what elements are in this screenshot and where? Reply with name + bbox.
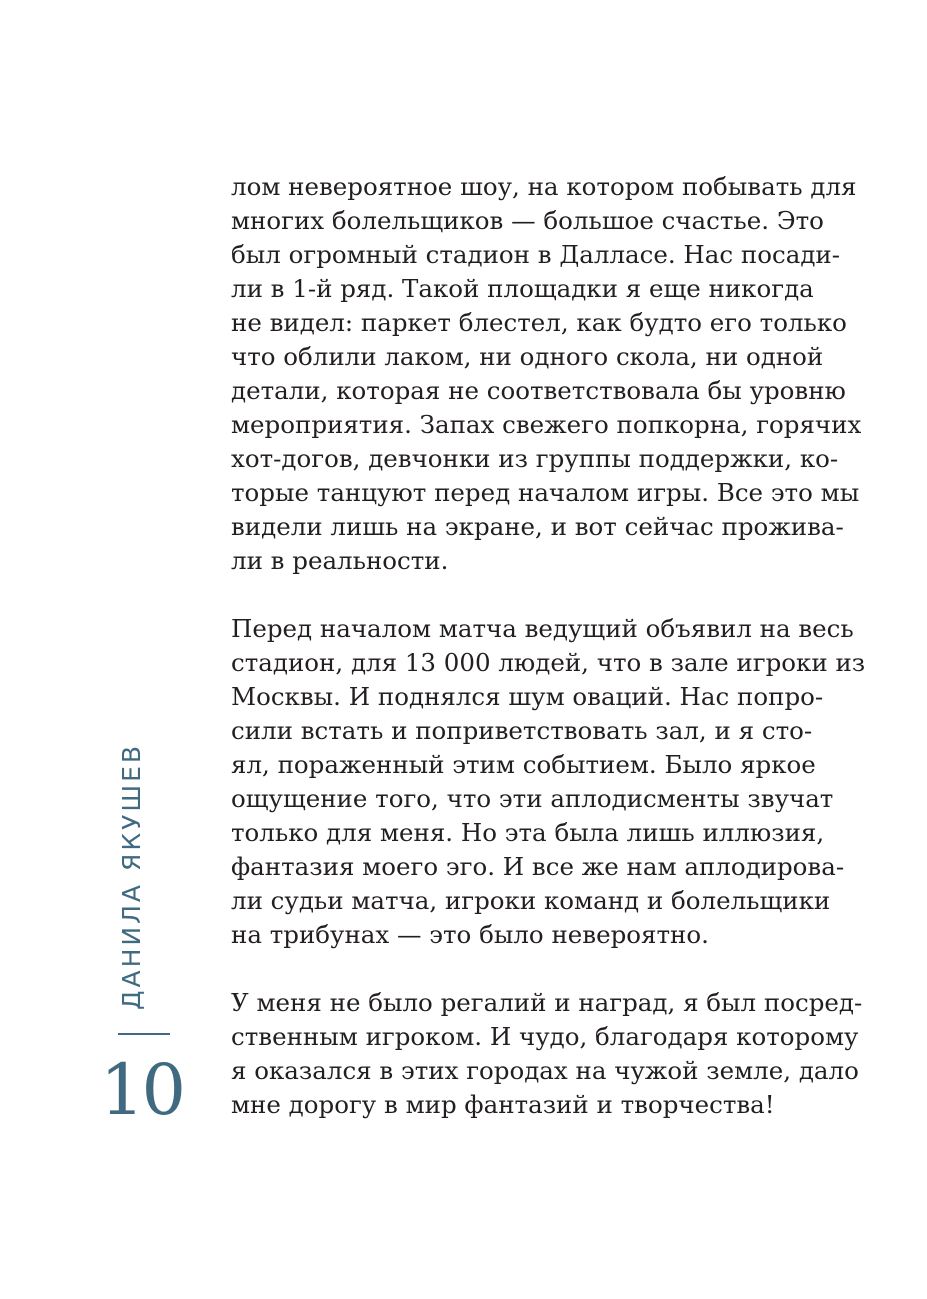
running-header-author: ДАНИЛА ЯКУШЕВ xyxy=(117,742,146,1010)
text-line: я оказался в этих городах на чужой земле, дало xyxy=(231,1056,859,1085)
text-line: на трибунах — это было невероятно. xyxy=(231,920,709,949)
text-line: мероприятия. Запах свежего попкорна, горячих xyxy=(231,410,862,439)
text-line: мне дорогу в мир фантазий и творчества! xyxy=(231,1090,775,1119)
text-line: стадион, для 13 000 людей, что в зале игроки из xyxy=(231,648,866,677)
text-line: видели лишь на экране, и вот сейчас прожива- xyxy=(231,512,844,541)
text-line: ял, пораженный этим событием. Было яркое xyxy=(231,750,816,779)
text-line: фантазия моего эго. И все же нам аплодирова- xyxy=(231,852,845,881)
text-line: У меня не было регалий и наград, я был посред- xyxy=(231,988,863,1017)
text-line: хот-догов, девчонки из группы поддержки, ко- xyxy=(231,444,839,473)
paragraph-1 xyxy=(231,170,862,578)
folio-divider xyxy=(118,1033,170,1035)
text-line: не видел: паркет блестел, как будто его только xyxy=(231,308,847,337)
body-text xyxy=(231,170,866,1122)
text-line: ли в 1-й ряд. Такой площадки я еще никогда xyxy=(231,274,814,303)
text-line: был огромный стадион в Далласе. Нас посади- xyxy=(231,240,841,269)
text-line: Москвы. И поднялся шум оваций. Нас попро- xyxy=(231,682,824,711)
text-line: ли судьи матча, игроки команд и болельщики xyxy=(231,886,831,915)
text-line: ощущение того, что эти аплодисменты звучат xyxy=(231,784,834,813)
text-line: детали, которая не соответствовала бы уровню xyxy=(231,376,846,405)
page-number: 10 xyxy=(100,1049,184,1131)
text-line: многих болельщиков — большое счастье. Это xyxy=(231,206,824,235)
text-line: лом невероятное шоу, на котором побывать для xyxy=(231,172,857,201)
text-line: только для меня. Но эта была лишь иллюзия, xyxy=(231,818,825,847)
text-line: ли в реальности. xyxy=(231,546,449,575)
text-line: что облили лаком, ни одного скола, ни одной xyxy=(231,342,824,371)
text-line: ственным игроком. И чудо, благодаря которому xyxy=(231,1022,859,1051)
paragraph-3 xyxy=(231,986,863,1122)
paragraph-2 xyxy=(231,612,866,952)
text-line: Перед началом матча ведущий объявил на весь xyxy=(231,614,854,643)
text-line: торые танцуют перед началом игры. Все это мы xyxy=(231,478,860,507)
text-line: сили встать и поприветствовать зал, и я сто- xyxy=(231,716,813,745)
